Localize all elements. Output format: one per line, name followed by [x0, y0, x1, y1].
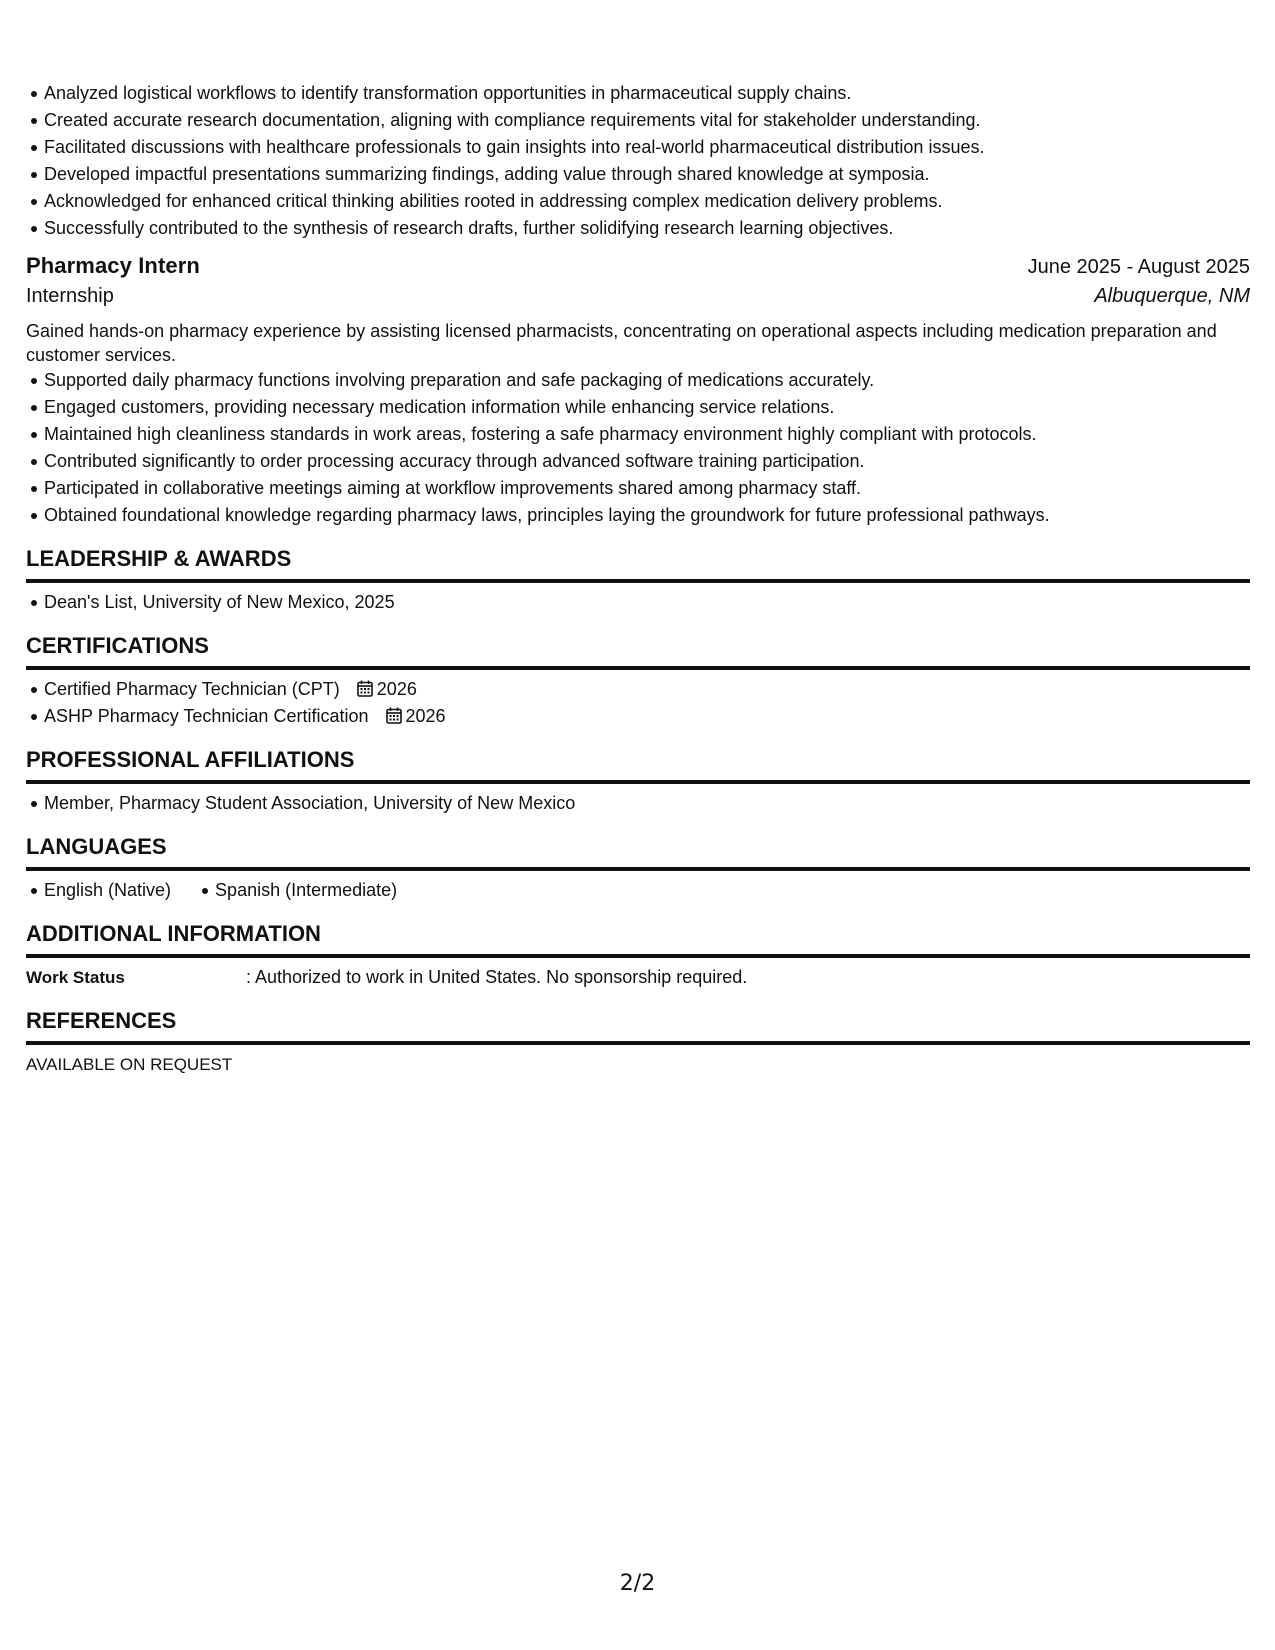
list-item	[44, 703, 1250, 730]
list-item: Facilitated discussions with healthcare professionals to gain insights into real-world pharmaceutical distribution issues.	[44, 134, 1250, 161]
certification-name: ASHP Pharmacy Technician Certification	[44, 706, 369, 726]
list-item: Member, Pharmacy Student Association, University of New Mexico	[44, 790, 1250, 817]
list-item: Participated in collaborative meetings aiming at workflow improvements shared among pharmacy staff.	[44, 475, 1250, 502]
section-title-references: REFERENCES	[26, 1007, 1250, 1045]
page-number: 2/2	[619, 1571, 656, 1596]
section-title-languages: LANGUAGES	[26, 833, 1250, 871]
list-item: Contributed significantly to order processing accuracy through advanced software training participation.	[44, 448, 1250, 475]
certifications-section	[26, 676, 1250, 730]
certification-name: Certified Pharmacy Technician (CPT)	[44, 679, 340, 699]
job-location: Albuquerque, NM	[1094, 285, 1250, 307]
list-item: Engaged customers, providing necessary medication information while enhancing service relations.	[44, 394, 1250, 421]
list-item: Dean's List, University of New Mexico, 2025	[44, 589, 1250, 616]
job-summary: Gained hands-on pharmacy experience by assisting licensed pharmacists, concentrating on operational aspects including medication preparation and customer services.	[26, 321, 1217, 365]
section-title-certifications: CERTIFICATIONS	[26, 632, 1250, 670]
languages-section	[26, 877, 1250, 904]
job-subheader	[26, 285, 1250, 317]
work-status-value: : Authorized to work in United States. No sponsorship required.	[246, 967, 748, 987]
list-item: Acknowledged for enhanced critical thinking abilities rooted in addressing complex medication delivery problems.	[44, 188, 1250, 215]
language-item: English (Native)	[44, 877, 171, 904]
references-section	[26, 1051, 1250, 1078]
list-item: Successfully contributed to the synthesis of research drafts, further solidifying research learning objectives.	[44, 215, 1250, 242]
resume-page	[26, 80, 1250, 1078]
affiliations-section	[26, 790, 1250, 817]
list-item: Developed impactful presentations summarizing findings, adding value through shared knowledge at symposia.	[44, 161, 1250, 188]
references-text: AVAILABLE ON REQUEST	[26, 1055, 233, 1074]
work-status-row	[26, 964, 1250, 991]
job-type: Internship	[26, 285, 114, 307]
list-item: Maintained high cleanliness standards in work areas, fostering a safe pharmacy environment highly compliant with protocols.	[44, 421, 1250, 448]
additional-information-section	[26, 964, 1250, 991]
calendar-icon	[357, 680, 373, 697]
list-item: Created accurate research documentation, aligning with compliance requirements vital for stakeholder understanding.	[44, 107, 1250, 134]
list-item: Supported daily pharmacy functions involving preparation and safe packaging of medications accurately.	[44, 367, 1250, 394]
leadership-section	[26, 589, 1250, 616]
job-header	[26, 253, 1250, 285]
job-bullet-list	[26, 367, 1250, 529]
certification-year: 2026	[376, 679, 417, 699]
list-item: Obtained foundational knowledge regarding pharmacy laws, principles laying the groundwork for future professional pathways.	[44, 502, 1250, 529]
certification-year: 2026	[405, 706, 446, 726]
work-status-label: Work Status	[26, 968, 125, 987]
section-title-affiliations: PROFESSIONAL AFFILIATIONS	[26, 746, 1250, 784]
calendar-icon	[386, 707, 402, 724]
list-item	[44, 676, 1250, 703]
research-bullet-list	[26, 80, 1250, 242]
section-title-leadership: LEADERSHIP & AWARDS	[26, 545, 1250, 583]
list-item: Analyzed logistical workflows to identify transformation opportunities in pharmaceutical supply chains.	[44, 80, 1250, 107]
section-title-additional-information: ADDITIONAL INFORMATION	[26, 920, 1250, 958]
job-title: Pharmacy Intern	[26, 253, 200, 278]
language-item: Spanish (Intermediate)	[215, 877, 397, 904]
job-dates: June 2025 - August 2025	[1027, 256, 1250, 278]
